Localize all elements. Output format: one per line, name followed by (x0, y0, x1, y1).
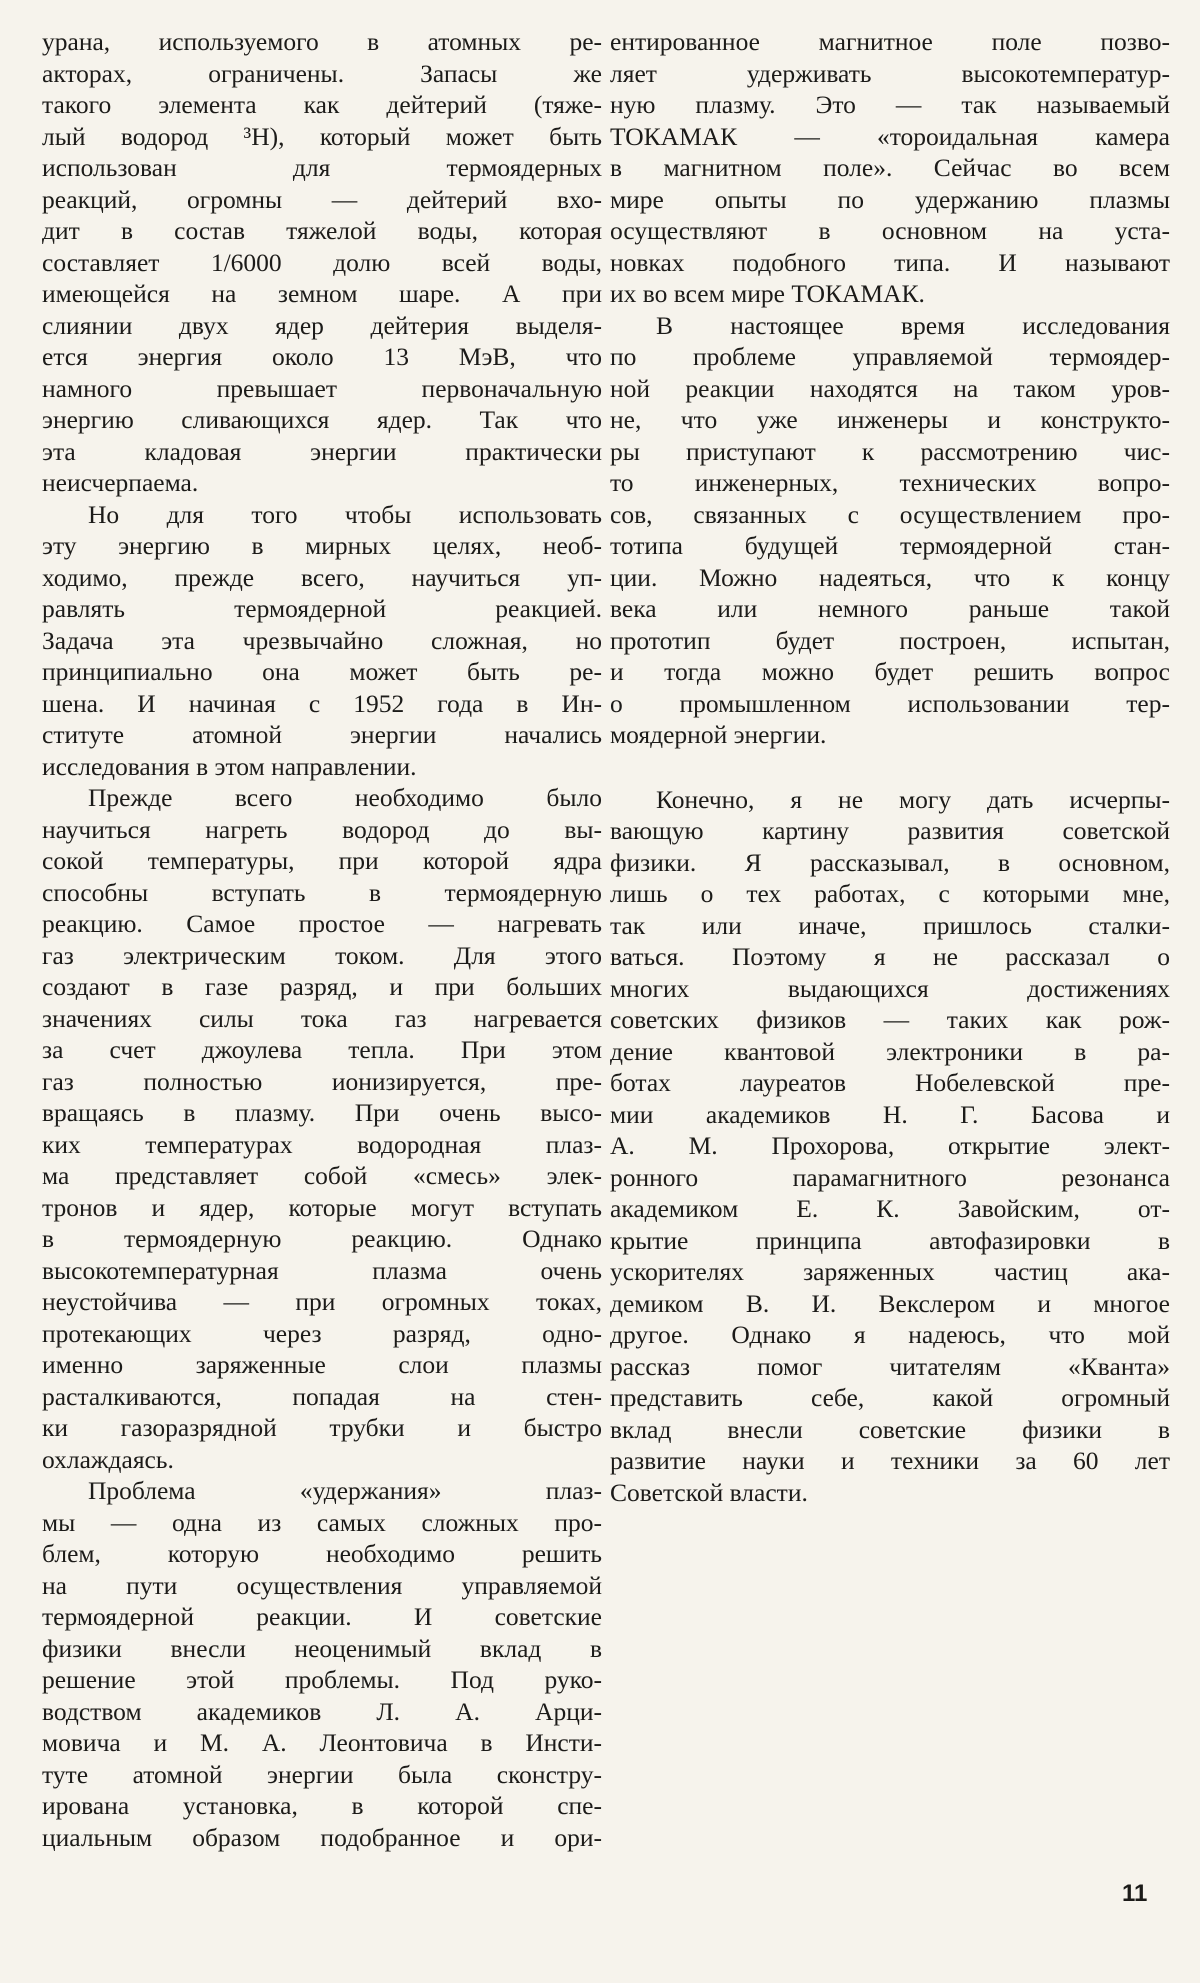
right-text-column (610, 26, 1170, 1508)
text-line: многих выдающихся достижениях (610, 973, 1170, 1003)
text-line: решение этой проблемы. Под руко- (42, 1665, 602, 1694)
text-line: ма представляет собой «смесь» элек- (42, 1161, 602, 1190)
text-line: ентированное магнитное поле позво- (610, 27, 1170, 56)
text-line: ирована установка, в которой спе- (42, 1791, 602, 1820)
text-line: значениях силы тока газ нагревается (42, 1003, 602, 1033)
text-line: советских физиков — таких как рож- (610, 1005, 1170, 1034)
text-line: не, что уже инженеры и конструкто- (610, 405, 1170, 434)
text-line: по проблеме управляемой термоядер- (610, 342, 1170, 371)
text-line: развитие науки и техники за 60 лет (610, 1446, 1170, 1475)
text-line: В настоящее время исследования (656, 310, 1170, 340)
text-line: блем, которую необходимо решить (42, 1539, 602, 1568)
text-line: и тогда можно будет решить вопрос (610, 657, 1170, 686)
text-line: энергию сливающихся ядер. Так что (42, 405, 602, 434)
text-line: представить себе, какой огромный (610, 1383, 1170, 1412)
text-line: эта кладовая энергии практически (42, 436, 602, 466)
text-line: Конечно, я не могу дать исчерпы- (656, 784, 1170, 814)
text-line: тронов и ядер, которые могут вступать (42, 1192, 602, 1222)
text-line: туте атомной энергии была сконстру- (42, 1759, 602, 1789)
text-line: за счет джоулева тепла. При этом (42, 1035, 602, 1064)
text-line: в термоядерную реакцию. Однако (42, 1224, 602, 1253)
text-line: термоядерной реакции. И советские (42, 1602, 602, 1631)
text-line: мире опыты по удержанию плазмы (610, 184, 1170, 214)
text-line: неустойчива — при огромных токах, (42, 1287, 602, 1316)
text-line: лый водород ³H), который может быть (42, 121, 602, 151)
text-line: имеющейся на земном шаре. А при (42, 279, 602, 308)
text-line: ституте атомной энергии начались (42, 720, 602, 749)
text-line: вающую картину развития советской (610, 816, 1170, 845)
text-line: равлять термоядерной реакцией. (42, 594, 602, 623)
text-line: протекающих через разряд, одно- (42, 1318, 602, 1348)
text-line: их во всем мире ТОКАМАК. (610, 279, 925, 308)
text-line: газ полностью ионизируется, пре- (42, 1066, 602, 1096)
text-line: так или иначе, пришлось сталки- (610, 910, 1170, 940)
text-line: ки газоразрядной трубки и быстро (42, 1413, 602, 1442)
text-line: академиком Е. К. Завойским, от- (610, 1194, 1170, 1223)
text-line: акторах, ограничены. Запасы же (42, 58, 602, 88)
text-line: мы — одна из самых сложных про- (42, 1507, 602, 1537)
text-line: ускорителях заряженных частиц ака- (610, 1257, 1170, 1286)
text-line: дит в состав тяжелой воды, которая (42, 216, 602, 245)
text-line: ходимо, прежде всего, научиться уп- (42, 562, 602, 592)
text-line: сокой температуры, при которой ядра (42, 846, 602, 875)
text-line: рассказ помог читателям «Кванта» (610, 1351, 1170, 1381)
text-line: осуществляют в основном на уста- (610, 216, 1170, 245)
text-line: расталкиваются, попадая на стен- (42, 1381, 602, 1411)
text-line: Но для того чтобы использовать (88, 499, 602, 529)
text-line: намного превышает первоначальную (42, 373, 602, 403)
text-line: А. М. Прохорова, открытие элект- (610, 1131, 1170, 1160)
text-line: эту энергию в мирных целях, необ- (42, 531, 602, 560)
text-line: именно заряженные слои плазмы (42, 1350, 602, 1379)
left-text-column (42, 26, 602, 1853)
text-line: Задача эта чрезвычайно сложная, но (42, 625, 602, 655)
text-line: ную плазму. Это — так называемый (610, 90, 1170, 119)
text-line: новках подобного типа. И называют (610, 247, 1170, 277)
text-line: ции. Можно надеяться, что к концу (610, 562, 1170, 592)
text-line: создают в газе разряд, и при больших (42, 972, 602, 1001)
text-line: ботах лауреатов Нобелевской пре- (610, 1068, 1170, 1097)
text-line: способны вступать в термоядерную (42, 877, 602, 907)
text-line: дение квантовой электроники в ра- (610, 1036, 1170, 1066)
text-line: мовича и М. А. Леонтовича в Инсти- (42, 1728, 602, 1757)
text-line: ры приступают к рассмотрению чис- (610, 436, 1170, 466)
text-line: прототип будет построен, испытан, (610, 625, 1170, 655)
text-line: шена. И начиная с 1952 года в Ин- (42, 688, 602, 718)
text-line: циальным образом подобранное и ори- (42, 1822, 602, 1852)
text-line: Советской власти. (610, 1477, 808, 1507)
text-line: составляет 1/6000 долю всей воды, (42, 247, 602, 277)
text-line: века или немного раньше такой (610, 594, 1170, 623)
text-line: ваться. Поэтому я не рассказал о (610, 942, 1170, 971)
text-line: ТОКАМАК — «тороидальная камера (610, 121, 1170, 151)
text-line: крытие принципа автофазировки в (610, 1225, 1170, 1255)
text-line: ной реакции находятся на таком уров- (610, 373, 1170, 403)
text-line: высокотемпературная плазма очень (42, 1255, 602, 1285)
text-line: ется энергия около 13 МэВ, что (42, 342, 602, 371)
text-line: ких температурах водородная плаз- (42, 1129, 602, 1159)
text-line: урана, используемого в атомных ре- (42, 27, 602, 56)
text-line: ронного парамагнитного резонанса (610, 1162, 1170, 1192)
text-line: ляет удерживать высокотемператур- (610, 58, 1170, 88)
text-line: на пути осуществления управляемой (42, 1570, 602, 1600)
text-line: газ электрическим током. Для этого (42, 940, 602, 970)
text-line: слиянии двух ядер дейтерия выделя- (42, 310, 602, 340)
text-line: сов, связанных с осуществлением про- (610, 499, 1170, 529)
text-line: использован для термоядерных (42, 153, 602, 182)
text-line: о промышленном использовании тер- (610, 688, 1170, 718)
text-line: демиком В. И. Векслером и многое (610, 1288, 1170, 1318)
text-line: другое. Однако я надеюсь, что мой (610, 1320, 1170, 1349)
text-line: Прежде всего необходимо было (88, 783, 602, 812)
text-line: принципиально она может быть ре- (42, 657, 602, 686)
text-line: исследования в этом направлении. (42, 751, 417, 781)
text-line: физики. Я рассказывал, в основном, (610, 847, 1170, 877)
text-line: в магнитном поле». Сейчас во всем (610, 153, 1170, 182)
text-line: Проблема «удержания» плаз- (88, 1476, 602, 1505)
text-line: вклад внесли советские физики в (610, 1414, 1170, 1444)
text-line: научиться нагреть водород до вы- (42, 814, 602, 844)
text-line: реакций, огромны — дейтерий вхо- (42, 184, 602, 214)
text-line: такого элемента как дейтерий (тяже- (42, 90, 602, 119)
text-line: водством академиков Л. А. Арци- (42, 1696, 602, 1726)
text-line: неисчерпаема. (42, 468, 199, 497)
text-line: охлаждаясь. (42, 1444, 174, 1474)
text-line: тотипа будущей термоядерной стан- (610, 531, 1170, 560)
text-line: то инженерных, технических вопро- (610, 468, 1170, 497)
text-line: моядерной энергии. (610, 720, 827, 749)
text-line: мии академиков Н. Г. Басова и (610, 1099, 1170, 1129)
text-line: лишь о тех работах, с которыми мне, (610, 879, 1170, 908)
text-line: физики внесли неоценимый вклад в (42, 1633, 602, 1663)
text-line: вращаясь в плазму. При очень высо- (42, 1098, 602, 1127)
page-number: 11 (1122, 1880, 1148, 1907)
text-line: реакцию. Самое простое — нагревать (42, 909, 602, 938)
